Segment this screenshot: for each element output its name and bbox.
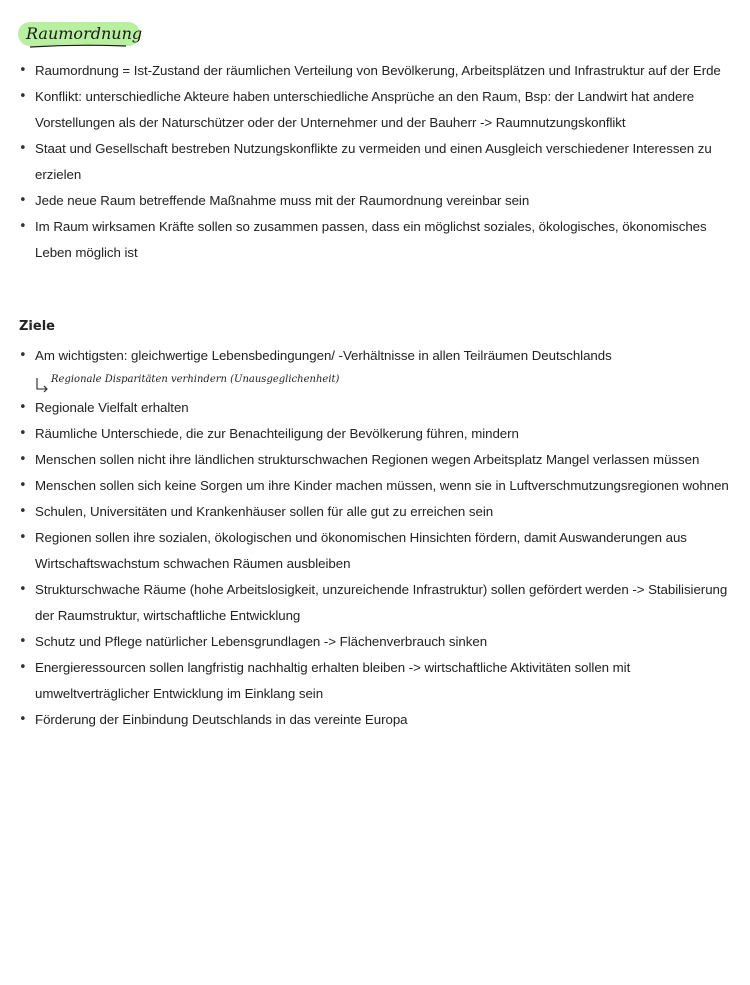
- list-item: [0, 577, 750, 629]
- list-item: [0, 188, 750, 214]
- handwritten-note-text: Regionale Disparitäten verhindern (Unausgeglichenheit): [51, 374, 340, 385]
- bullet-icon: •: [19, 452, 27, 467]
- bullet-icon: •: [19, 660, 27, 675]
- bullet-icon: •: [19, 582, 27, 597]
- list-item: [0, 395, 750, 421]
- list-item-text: Staat und Gesellschaft bestreben Nutzungskonflikte zu vermeiden und einen Ausgleich verschiedener Interessen zu erzielen: [35, 141, 712, 182]
- page-title: Raumordnung: [26, 24, 143, 43]
- list-item-text: Schutz und Pflege natürlicher Lebensgrundlagen -> Flächenverbrauch sinken: [35, 634, 488, 649]
- list-item-text: Strukturschwache Räume (hohe Arbeitslosigkeit, unzureichende Infrastruktur) sollen gefördert werden -> Stabilisierung der Raumstruktur, wirtschaftliche Entwicklung: [35, 582, 728, 623]
- list-item: [0, 84, 750, 136]
- bullet-icon: •: [19, 504, 27, 519]
- list-item-text: Raumordnung = Ist-Zustand der räumlichen Verteilung von Bevölkerung, Arbeitsplätzen und Infrastruktur auf der Erde: [35, 63, 721, 78]
- list-item: [0, 707, 750, 733]
- section-heading-ziele: Ziele: [19, 319, 55, 334]
- list-item: [0, 629, 750, 655]
- bullet-icon: •: [19, 712, 27, 727]
- list-item-text: Räumliche Unterschiede, die zur Benachteiligung der Bevölkerung führen, mindern: [35, 426, 519, 441]
- list-item: [0, 525, 750, 577]
- list-item-text: Jede neue Raum betreffende Maßnahme muss mit der Raumordnung vereinbar sein: [35, 193, 530, 208]
- bullet-icon: •: [19, 89, 27, 104]
- bullet-icon: •: [19, 426, 27, 441]
- list-item-text: Menschen sollen sich keine Sorgen um ihre Kinder machen müssen, wenn sie in Luftverschmutzungsregionen wohnen: [35, 478, 729, 493]
- bullet-icon: •: [19, 63, 27, 78]
- title-block: [18, 22, 143, 46]
- list-item: [0, 421, 750, 447]
- bullet-icon: •: [19, 400, 27, 415]
- list-item-text: Schulen, Universitäten und Krankenhäuser sollen für alle gut zu erreichen sein: [35, 504, 494, 519]
- list-item-text: Im Raum wirksamen Kräfte sollen so zusammen passen, dass ein möglichst soziales, ökologisches, ökonomisches Leben möglich ist: [35, 219, 707, 260]
- list-item: [0, 447, 750, 473]
- list-item-text: Energieressourcen sollen langfristig nachhaltig erhalten bleiben -> wirtschaftliche Aktivitäten sollen mit umweltverträglicher Entwicklung im Einklang sein: [35, 660, 631, 701]
- intro-list: [0, 58, 750, 266]
- list-item-text: Menschen sollen nicht ihre ländlichen strukturschwachen Regionen wegen Arbeitsplatz Mangel verlassen müssen: [35, 452, 700, 467]
- list-item: [0, 343, 750, 395]
- list-item: [0, 655, 750, 707]
- list-item: [0, 499, 750, 525]
- bullet-icon: •: [19, 348, 27, 363]
- arrow-return-icon: [35, 377, 49, 393]
- bullet-icon: •: [19, 530, 27, 545]
- goals-list: [0, 343, 750, 733]
- list-item-text: Konflikt: unterschiedliche Akteure haben unterschiedliche Ansprüche an den Raum, Bsp: der Landwirt hat andere Vorstellungen als der Naturschützer oder der Unternehmer und der Bauherr -> Raumnutzungskonflikt: [35, 89, 695, 130]
- list-item: [0, 58, 750, 84]
- list-item: [0, 136, 750, 188]
- list-item: [0, 214, 750, 266]
- bullet-icon: •: [19, 219, 27, 234]
- bullet-icon: •: [19, 141, 27, 156]
- list-item-text: Förderung der Einbindung Deutschlands in das vereinte Europa: [35, 712, 408, 727]
- bullet-icon: •: [19, 478, 27, 493]
- bullet-icon: •: [19, 193, 27, 208]
- handwritten-note: [35, 369, 742, 395]
- list-item: [0, 473, 750, 499]
- bullet-icon: •: [19, 634, 27, 649]
- title-underline: [28, 43, 128, 49]
- list-item-text: Regionale Vielfalt erhalten: [35, 400, 189, 415]
- list-item-text: Am wichtigsten: gleichwertige Lebensbedingungen/ -Verhältnisse in allen Teilräumen Deutschlands: [35, 348, 612, 363]
- list-item-text: Regionen sollen ihre sozialen, ökologischen und ökonomischen Hinsichten fördern, damit Auswanderungen aus Wirtschaftswachstum schwachen Räumen ausbleiben: [35, 530, 687, 571]
